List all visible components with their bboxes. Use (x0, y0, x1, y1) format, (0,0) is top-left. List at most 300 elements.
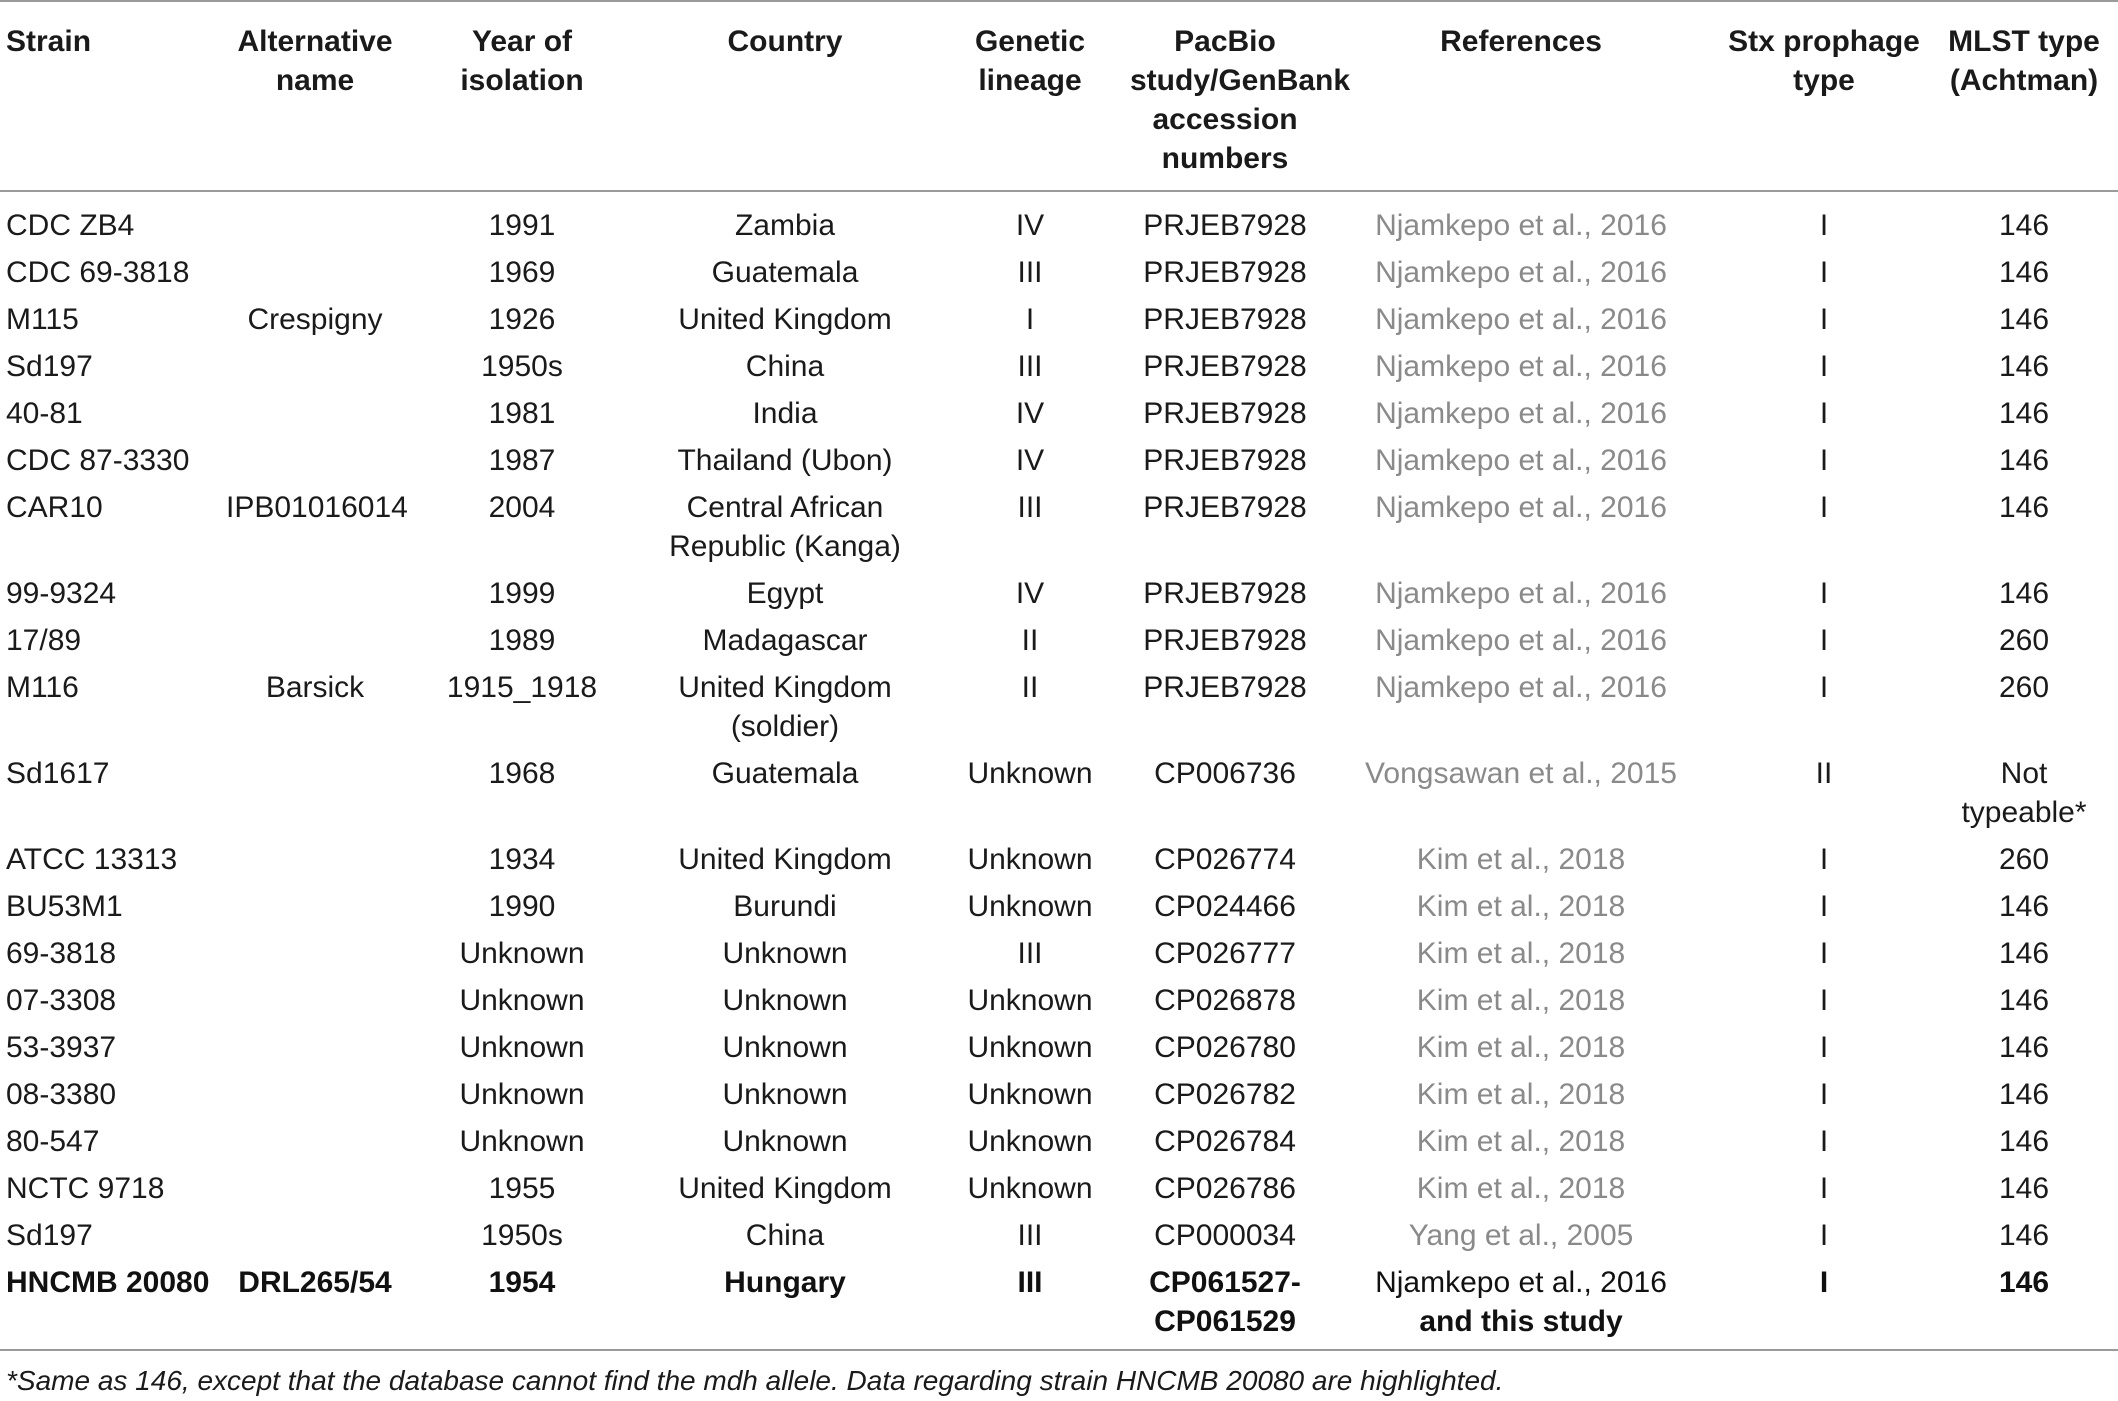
header-line: accession (1152, 103, 1298, 136)
table-row (0, 930, 2118, 977)
cell-country (636, 617, 934, 664)
cell-mlst-type: 146 (1998, 397, 2050, 430)
cell-stx-prophage-type: I (1819, 671, 1829, 704)
cell-strain: 69-3818 (6, 937, 117, 970)
cell-mlst-type: 146 (1998, 256, 2050, 289)
cell-accession-numbers (1126, 296, 1324, 343)
header-references (1324, 1, 1718, 191)
cell-strain: 53-3937 (6, 1031, 117, 1064)
cell-year-of-isolation: 1950s (481, 1219, 563, 1252)
cell-accession-numbers (1126, 1118, 1324, 1165)
header-line: (Achtman) (1949, 64, 2099, 97)
header-line: numbers (1161, 142, 1289, 175)
cell-references (1324, 570, 1718, 617)
cell-references (1324, 1259, 1718, 1349)
cell-year-of-isolation: 1968 (488, 757, 556, 790)
cell-line: Njamkepo et al., 2016 (1375, 256, 1667, 289)
header-stx-prophage-type (1718, 1, 1930, 191)
cell-year-of-isolation: 1954 (488, 1266, 556, 1299)
cell-line: and this study (1419, 1305, 1623, 1338)
cell-country (636, 437, 934, 484)
cell-strain: Sd197 (6, 1219, 93, 1252)
cell-references (1324, 883, 1718, 930)
cell-alternative-name (222, 836, 408, 883)
cell-year-of-isolation: Unknown (459, 937, 585, 970)
cell-alternative-name (222, 1165, 408, 1212)
cell-line: CP026786 (1154, 1172, 1296, 1205)
cell-line: Thailand (Ubon) (677, 444, 893, 477)
header-line: Genetic (974, 25, 1086, 58)
table-row (0, 1071, 2118, 1118)
cell-line: CP024466 (1154, 890, 1296, 923)
cell-stx-prophage-type: I (1819, 1266, 1829, 1299)
cell-line: Madagascar (702, 624, 868, 657)
header-line: PacBio (1174, 25, 1276, 58)
cell-genetic-lineage: III (1017, 256, 1043, 289)
cell-genetic-lineage: III (1017, 1266, 1043, 1299)
cell-line: CP061529 (1154, 1305, 1296, 1338)
cell-strain: M116 (6, 671, 79, 704)
table-row (0, 390, 2118, 437)
cell-strain: BU53M1 (6, 890, 123, 923)
cell-genetic-lineage: II (1021, 671, 1039, 704)
cell-country (636, 249, 934, 296)
cell-country (636, 343, 934, 390)
cell-genetic-lineage: Unknown (967, 1031, 1093, 1064)
cell-mlst-type: 146 (1998, 1031, 2050, 1064)
cell-alternative-name: Crespigny (247, 303, 383, 336)
cell-mlst-type: 260 (1998, 671, 2050, 704)
cell-line: CP026878 (1154, 984, 1296, 1017)
cell-line: China (745, 1219, 825, 1252)
cell-line: Njamkepo et al., 2016 (1375, 397, 1667, 430)
cell-year-of-isolation: Unknown (459, 1031, 585, 1064)
cell-year-of-isolation: 1969 (488, 256, 556, 289)
cell-line: Kim et al., 2018 (1416, 1125, 1626, 1158)
cell-line: PRJEB7928 (1143, 577, 1307, 610)
cell-line: Njamkepo et al., 2016 (1375, 1266, 1667, 1299)
table-row (0, 296, 2118, 343)
cell-line: PRJEB7928 (1143, 350, 1307, 383)
table-row (0, 1024, 2118, 1071)
cell-accession-numbers (1126, 664, 1324, 750)
cell-year-of-isolation: 1915_1918 (446, 671, 598, 704)
cell-country (636, 1118, 934, 1165)
cell-alternative-name (222, 570, 408, 617)
cell-line: PRJEB7928 (1143, 444, 1307, 477)
cell-references (1324, 977, 1718, 1024)
cell-line: CP026777 (1154, 937, 1296, 970)
cell-references (1324, 191, 1718, 249)
cell-year-of-isolation: Unknown (459, 1078, 585, 1111)
cell-line: CP026782 (1154, 1078, 1296, 1111)
cell-strain: M115 (6, 303, 79, 336)
cell-line: Zambia (734, 209, 836, 242)
cell-line: United Kingdom (678, 671, 892, 704)
cell-line: Kim et al., 2018 (1416, 937, 1626, 970)
cell-stx-prophage-type: I (1819, 1219, 1829, 1252)
cell-accession-numbers (1126, 617, 1324, 664)
cell-genetic-lineage: Unknown (967, 843, 1093, 876)
cell-accession-numbers (1126, 750, 1324, 836)
cell-line: Unknown (722, 937, 848, 970)
cell-genetic-lineage: Unknown (967, 984, 1093, 1017)
table-row (0, 836, 2118, 883)
cell-line: Vongsawan et al., 2015 (1365, 757, 1677, 790)
cell-line: China (745, 350, 825, 383)
cell-accession-numbers (1126, 390, 1324, 437)
cell-mlst-type: 146 (1998, 1125, 2050, 1158)
cell-year-of-isolation: Unknown (459, 984, 585, 1017)
cell-line: India (752, 397, 818, 430)
cell-alternative-name: IPB01016014 (226, 491, 408, 524)
cell-line: (soldier) (730, 710, 840, 743)
cell-line: PRJEB7928 (1143, 303, 1307, 336)
cell-strain: CDC 87-3330 (6, 444, 190, 477)
cell-stx-prophage-type: I (1819, 984, 1829, 1017)
cell-mlst-type: 260 (1998, 624, 2050, 657)
cell-year-of-isolation: Unknown (459, 1125, 585, 1158)
cell-alternative-name (222, 437, 408, 484)
cell-strain: 08-3380 (6, 1078, 117, 1111)
cell-line: PRJEB7928 (1143, 671, 1307, 704)
cell-references (1324, 390, 1718, 437)
cell-country (636, 1024, 934, 1071)
header-line: lineage (978, 64, 1082, 97)
cell-accession-numbers (1126, 836, 1324, 883)
cell-accession-numbers (1126, 437, 1324, 484)
cell-alternative-name (222, 249, 408, 296)
cell-references (1324, 1212, 1718, 1259)
header-mlst-type (1930, 1, 2118, 191)
cell-country (636, 836, 934, 883)
cell-strain: 17/89 (6, 624, 82, 657)
cell-accession-numbers (1126, 249, 1324, 296)
cell-mlst-type: 146 (1998, 350, 2050, 383)
cell-strain: Sd197 (6, 350, 93, 383)
cell-references (1324, 484, 1718, 570)
cell-line: PRJEB7928 (1143, 256, 1307, 289)
table-row (0, 1212, 2118, 1259)
cell-stx-prophage-type: I (1819, 397, 1829, 430)
cell-country (636, 1071, 934, 1118)
cell-genetic-lineage: III (1017, 937, 1043, 970)
cell-accession-numbers (1126, 883, 1324, 930)
cell-country (636, 930, 934, 977)
cell-country (636, 296, 934, 343)
cell-stx-prophage-type: I (1819, 843, 1829, 876)
cell-alternative-name (222, 1118, 408, 1165)
cell-year-of-isolation: 1955 (488, 1172, 556, 1205)
cell-accession-numbers (1126, 343, 1324, 390)
cell-line: Kim et al., 2018 (1416, 890, 1626, 923)
cell-references (1324, 750, 1718, 836)
cell-year-of-isolation: 1926 (488, 303, 556, 336)
header-line: Country (727, 25, 843, 58)
cell-genetic-lineage: IV (1015, 444, 1045, 477)
cell-country (636, 484, 934, 570)
cell-stx-prophage-type: I (1819, 444, 1829, 477)
cell-mlst-type: 146 (1998, 303, 2050, 336)
cell-line: Njamkepo et al., 2016 (1375, 209, 1667, 242)
cell-country (636, 977, 934, 1024)
cell-country (636, 1259, 934, 1349)
cell-accession-numbers (1126, 570, 1324, 617)
cell-country (636, 1165, 934, 1212)
cell-line: CP026784 (1154, 1125, 1296, 1158)
cell-strain: 07-3308 (6, 984, 117, 1017)
cell-stx-prophage-type: I (1819, 303, 1829, 336)
cell-mlst-type: 146 (1998, 984, 2050, 1017)
cell-alternative-name (222, 390, 408, 437)
cell-country (636, 570, 934, 617)
header-line: isolation (460, 64, 584, 97)
cell-stx-prophage-type: I (1819, 491, 1829, 524)
cell-line: Burundi (733, 890, 837, 923)
cell-references (1324, 437, 1718, 484)
cell-strain: Sd1617 (6, 757, 110, 790)
cell-line: CP000034 (1154, 1219, 1296, 1252)
cell-accession-numbers (1126, 1212, 1324, 1259)
cell-alternative-name (222, 617, 408, 664)
header-line: Year of (471, 25, 573, 58)
cell-year-of-isolation: 1991 (488, 209, 556, 242)
table-row (0, 617, 2118, 664)
header-strain (0, 1, 222, 191)
cell-line: Unknown (722, 1125, 848, 1158)
cell-line: CP006736 (1154, 757, 1296, 790)
cell-mlst-type: 146 (1998, 890, 2050, 923)
cell-accession-numbers (1126, 1165, 1324, 1212)
cell-alternative-name (222, 191, 408, 249)
cell-alternative-name (222, 343, 408, 390)
cell-mlst-type: 146 (1998, 1078, 2050, 1111)
cell-references (1324, 836, 1718, 883)
cell-line: Njamkepo et al., 2016 (1375, 350, 1667, 383)
cell-country (636, 1212, 934, 1259)
cell-line: Central African (686, 491, 884, 524)
cell-line: Njamkepo et al., 2016 (1375, 624, 1667, 657)
cell-alternative-name (222, 1024, 408, 1071)
cell-year-of-isolation: 1990 (488, 890, 556, 923)
cell-references (1324, 617, 1718, 664)
cell-year-of-isolation: 1999 (488, 577, 556, 610)
header-alternative-name (222, 1, 408, 191)
cell-stx-prophage-type: I (1819, 209, 1829, 242)
cell-line: PRJEB7928 (1143, 397, 1307, 430)
header-line: Stx prophage (1728, 25, 1920, 58)
cell-mlst-type: 146 (1998, 209, 2050, 242)
cell-line: Yang et al., 2005 (1408, 1219, 1634, 1252)
cell-strain: CAR10 (6, 491, 103, 524)
cell-line: Njamkepo et al., 2016 (1375, 491, 1667, 524)
cell-accession-numbers (1126, 977, 1324, 1024)
cell-genetic-lineage: IV (1015, 209, 1045, 242)
cell-stx-prophage-type: I (1819, 624, 1829, 657)
cell-genetic-lineage: II (1021, 624, 1039, 657)
cell-mlst-type: 146 (1998, 937, 2050, 970)
cell-genetic-lineage: IV (1015, 397, 1045, 430)
cell-line: CP061527- (1149, 1266, 1301, 1299)
header-line: MLST type (1948, 25, 2100, 58)
cell-stx-prophage-type: I (1819, 256, 1829, 289)
cell-accession-numbers (1126, 1071, 1324, 1118)
cell-line: Kim et al., 2018 (1416, 1078, 1626, 1111)
cell-mlst-type: 146 (1998, 491, 2050, 524)
table-row (0, 437, 2118, 484)
cell-strain: 80-547 (6, 1125, 100, 1158)
cell-stx-prophage-type: I (1819, 350, 1829, 383)
cell-line: Kim et al., 2018 (1416, 1031, 1626, 1064)
header-line: Alternative (237, 25, 393, 58)
header-genetic-lineage (934, 1, 1126, 191)
cell-references (1324, 296, 1718, 343)
cell-references (1324, 1071, 1718, 1118)
cell-references (1324, 249, 1718, 296)
cell-genetic-lineage: Unknown (967, 1172, 1093, 1205)
cell-country (636, 191, 934, 249)
cell-line: Guatemala (711, 757, 859, 790)
cell-alternative-name (222, 930, 408, 977)
header-line: References (1440, 25, 1602, 58)
cell-line: CP026780 (1154, 1031, 1296, 1064)
cell-line: Njamkepo et al., 2016 (1375, 444, 1667, 477)
cell-strain: CDC 69-3818 (6, 256, 190, 289)
cell-year-of-isolation: 1934 (488, 843, 556, 876)
cell-line: United Kingdom (678, 843, 892, 876)
cell-mlst-type: 146 (1998, 444, 2050, 477)
header-country (636, 1, 934, 191)
cell-line: Njamkepo et al., 2016 (1375, 577, 1667, 610)
cell-genetic-lineage: Unknown (967, 757, 1093, 790)
cell-genetic-lineage: III (1017, 350, 1043, 383)
cell-strain: 40-81 (6, 397, 83, 430)
cell-line: United Kingdom (678, 303, 892, 336)
cell-references (1324, 343, 1718, 390)
table-row (0, 750, 2118, 836)
table-row (0, 664, 2118, 750)
cell-year-of-isolation: 1987 (488, 444, 556, 477)
table-row (0, 191, 2118, 249)
table-footnote: *Same as 146, except that the database cannot find the mdh allele. Data regarding strain HNCMB 20080 are highlighted. (6, 1365, 1504, 1396)
header-year-of-isolation (408, 1, 636, 191)
cell-accession-numbers (1126, 1024, 1324, 1071)
header-line: type (1793, 64, 1855, 97)
cell-mlst-type: 146 (1998, 1219, 2050, 1252)
cell-accession-numbers (1126, 191, 1324, 249)
cell-line: Unknown (722, 1031, 848, 1064)
cell-alternative-name: Barsick (265, 671, 365, 704)
cell-stx-prophage-type: I (1819, 1031, 1829, 1064)
cell-line: Kim et al., 2018 (1416, 1172, 1626, 1205)
cell-references (1324, 930, 1718, 977)
cell-stx-prophage-type: I (1819, 1125, 1829, 1158)
cell-line: Unknown (722, 1078, 848, 1111)
cell-line: Kim et al., 2018 (1416, 843, 1626, 876)
cell-strain: CDC ZB4 (6, 209, 135, 242)
cell-references (1324, 1165, 1718, 1212)
cell-line: United Kingdom (678, 1172, 892, 1205)
cell-genetic-lineage: III (1017, 491, 1043, 524)
cell-country (636, 664, 934, 750)
cell-stx-prophage-type: I (1819, 1172, 1829, 1205)
cell-country (636, 750, 934, 836)
table-header-row (0, 1, 2118, 191)
table-row (0, 249, 2118, 296)
cell-mlst-type: 146 (1998, 1172, 2050, 1205)
cell-line: CP026774 (1154, 843, 1296, 876)
cell-mlst-type: 260 (1998, 843, 2050, 876)
table-row (0, 883, 2118, 930)
table-row (0, 570, 2118, 617)
cell-strain: NCTC 9718 (6, 1172, 165, 1205)
cell-alternative-name (222, 750, 408, 836)
header-line: Strain (6, 25, 92, 58)
cell-year-of-isolation: 1981 (488, 397, 556, 430)
cell-year-of-isolation: 2004 (488, 491, 556, 524)
cell-references (1324, 1024, 1718, 1071)
cell-alternative-name (222, 1071, 408, 1118)
cell-line: Kim et al., 2018 (1416, 984, 1626, 1017)
cell-line: Guatemala (711, 256, 859, 289)
cell-country (636, 883, 934, 930)
cell-genetic-lineage: IV (1015, 577, 1045, 610)
cell-line: Republic (Kanga) (669, 530, 901, 563)
header-line: name (275, 64, 355, 97)
cell-genetic-lineage: Unknown (967, 1078, 1093, 1111)
cell-line: PRJEB7928 (1143, 491, 1307, 524)
cell-alternative-name (222, 977, 408, 1024)
cell-line: PRJEB7928 (1143, 209, 1307, 242)
cell-stx-prophage-type: I (1819, 890, 1829, 923)
header-line: study/GenBank (1130, 64, 1351, 97)
cell-references (1324, 664, 1718, 750)
cell-year-of-isolation: 1950s (481, 350, 563, 383)
table-row-highlighted (0, 1259, 2118, 1349)
cell-alternative-name (222, 883, 408, 930)
cell-stx-prophage-type: I (1819, 937, 1829, 970)
cell-strain: 99-9324 (6, 577, 117, 610)
cell-references (1324, 1118, 1718, 1165)
cell-mlst-type: 146 (1998, 577, 2050, 610)
cell-line: PRJEB7928 (1143, 624, 1307, 657)
cell-accession-numbers (1126, 484, 1324, 570)
cell-alternative-name (222, 1212, 408, 1259)
cell-country (636, 390, 934, 437)
table-body (0, 191, 2118, 1349)
cell-genetic-lineage: I (1025, 303, 1035, 336)
cell-mlst-type: 146 (1998, 1266, 2050, 1299)
table-row (0, 1118, 2118, 1165)
header-accession-numbers (1126, 1, 1351, 191)
cell-stx-prophage-type: II (1815, 757, 1833, 790)
table-row (0, 484, 2118, 570)
cell-line: Hungary (724, 1266, 846, 1299)
cell-mlst-type: Not typeable* (1961, 757, 2087, 829)
cell-stx-prophage-type: I (1819, 1078, 1829, 1111)
cell-accession-numbers (1126, 930, 1324, 977)
table-row (0, 343, 2118, 390)
cell-year-of-isolation: 1989 (488, 624, 556, 657)
cell-line: Njamkepo et al., 2016 (1375, 671, 1667, 704)
cell-stx-prophage-type: I (1819, 577, 1829, 610)
cell-strain: HNCMB 20080 (6, 1266, 210, 1299)
cell-genetic-lineage: Unknown (967, 1125, 1093, 1158)
cell-line: Unknown (722, 984, 848, 1017)
cell-alternative-name: DRL265/54 (238, 1266, 392, 1299)
cell-genetic-lineage: Unknown (967, 890, 1093, 923)
cell-genetic-lineage: III (1017, 1219, 1043, 1252)
